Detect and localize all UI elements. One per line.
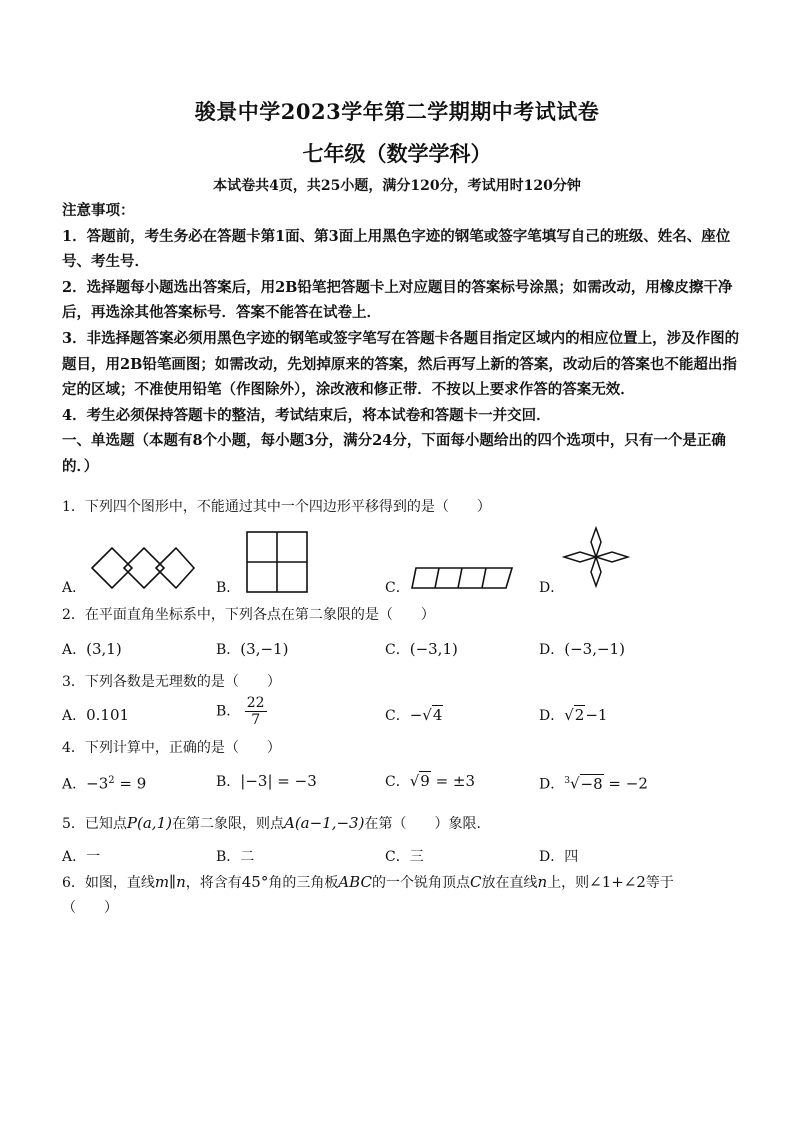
q4-c-label: C． [385,774,410,790]
q3-b-label: B． [216,703,241,720]
q6-line-n: n [537,873,548,891]
q6-s3: 角的三角板 [268,875,339,891]
q2-option-b [216,639,288,660]
q2-c-label: C． [385,642,410,658]
section-heading: 一、单选题（本题有8个小题，每小题3分，满分24分，下面每小题给出的四个选项中，只有一个是正确的．） [62,432,726,475]
q4-c-result: = ±3 [430,772,476,790]
q1-figure-d [562,526,630,588]
q4-a-base: −3 [86,774,109,793]
q4-option-c [385,771,475,792]
q3-b-denominator: 7 [251,712,261,728]
q2-option-a [62,639,122,660]
q6-vertex-c: C [469,873,482,891]
q6-degree: 45° [241,873,269,891]
q2-a-value: (3,1) [86,640,122,658]
q3-c-radicand: 4 [432,706,443,724]
q6-s7: 等于 [645,875,674,891]
question-4-stem: 4．下列计算中，正确的是（ ） [62,740,281,756]
question-2-stem: 2．在平面直角坐标系中，下列各点在第二象限的是（ ） [62,607,435,623]
q3-option-c [385,705,443,726]
q5-option-a: A．一 [62,849,101,865]
exam-subtitle: 七年级（数学学科） [302,141,492,166]
q3-option-d [539,705,607,726]
q4-d-sqrt: √ [569,774,580,793]
q6-s4: 的一个锐角顶点 [371,875,470,891]
q3-b-fraction [245,695,267,728]
q3-d-radicand: 2 [574,706,585,724]
q3-d-post: −1 [585,706,608,724]
note-4: 4．考生必须保持答题卡的整洁，考试结束后，将本试卷和答题卡一并交回． [62,406,551,424]
q4-a-exponent: 2 [108,775,115,786]
q5-point-a: A(a−1,−3) [283,814,365,832]
q6-answer-paren: （ ） [62,900,118,916]
q3-option-b [216,695,267,728]
q3-d-label: D． [539,708,565,724]
q4-a-result: = 9 [114,774,147,793]
q2-d-value: (−3,−1) [564,640,625,658]
q4-option-a [62,771,146,795]
note-3: 3．非选择题答案必须用黑色字迹的钢笔或签字笔写在答题卡各题目指定区域内的相应位置上，涉及作图的题目，用2B铅笔画图；如需改动，先划掉原来的答案，然后再写上新的答案，改动后的答案也不能超出指定的区域；不准使用铅笔（作图除外），涂改液和修正带．不按以上要求作答的答案无效． [62,329,740,399]
q4-d-result: = −2 [603,774,648,793]
q6-s2: ，将含有 [185,875,242,891]
note-2: 2．选择题每小题选出答案后，用2B铅笔把答题卡上对应题目的答案标号涂黑；如需改动，用橡皮擦干净后，再选涂其他答案标号．答案不能答在试卷上． [62,278,733,322]
note-1: 1．答题前，考生务必在答题卡第1面、第3面上用黑色字迹的钢笔或签字笔填写自己的班级、姓名、座位号、考生号． [62,227,731,271]
exam-title: 骏景中学2023学年第二学期期中考试试卷 [194,99,600,124]
q1-figure-c [410,564,514,592]
q3-b-numerator: 22 [246,695,265,711]
q2-b-value: (3,−1) [240,640,289,658]
q4-option-d [539,771,648,795]
q5-point-p: P(a,1) [126,814,172,832]
q4-option-b [216,771,317,792]
question-6-stem [62,872,742,893]
q5-stem-mid: 在第二象限，则点 [171,816,284,832]
q2-option-c [385,639,458,660]
notes-section [62,198,742,480]
question-5-stem [62,813,490,834]
q6-s1: 6．如图，直线 [62,875,155,891]
q6-triangle: ABC [338,873,372,891]
q2-d-label: D． [539,642,565,658]
q6-lines: m∥n [154,873,186,891]
q5-option-c: C．三 [385,849,424,865]
question-3-stem: 3．下列各数是无理数的是（ ） [62,674,281,690]
q5-stem-pre: 5．已知点 [62,816,127,832]
q3-c-sqrt: −√ [409,706,432,724]
q4-a-label: A． [62,776,87,793]
q3-d-sqrt: √ [564,706,574,724]
question-1-stem: 1．下列四个图形中，不能通过其中一个四边形平移得到的是（ ） [62,499,491,515]
exam-info: 本试卷共4页，共25小题，满分120分，考试用时120分钟 [213,178,581,194]
q6-angles: ∠1+∠2 [589,873,646,891]
q4-c-sqrt: √ [409,772,420,790]
q4-b-label: B． [216,774,241,790]
q5-option-b: B．二 [216,849,255,865]
q4-d-root-index: 3 [564,776,570,786]
q6-s6: 上，则 [547,875,590,891]
notes-heading: 注意事项： [62,202,135,219]
q5-stem-post: 在第（ ）象限． [364,816,491,832]
q1-option-d: D． [539,580,565,596]
q2-a-label: A． [62,642,87,658]
q4-d-label: D． [539,776,565,793]
q5-option-d: D．四 [539,849,579,865]
q1-option-c: C． [385,580,410,596]
q1-figure-a [90,546,196,590]
q1-option-b: B． [216,580,241,596]
q4-d-radicand: −8 [580,774,603,793]
q1-option-a: A． [62,580,87,596]
q6-s5: 放在直线 [481,875,538,891]
q3-a-value: 0.101 [86,706,130,724]
q4-c-radicand: 9 [420,772,430,790]
q3-c-label: C． [385,708,410,724]
q3-option-a [62,705,129,726]
q3-a-label: A． [62,708,87,724]
q4-b-value: |−3| = −3 [240,772,317,790]
q2-c-value: (−3,1) [409,640,458,658]
q2-option-d [539,639,625,660]
q1-figure-b [245,530,309,594]
q2-b-label: B． [216,642,241,658]
